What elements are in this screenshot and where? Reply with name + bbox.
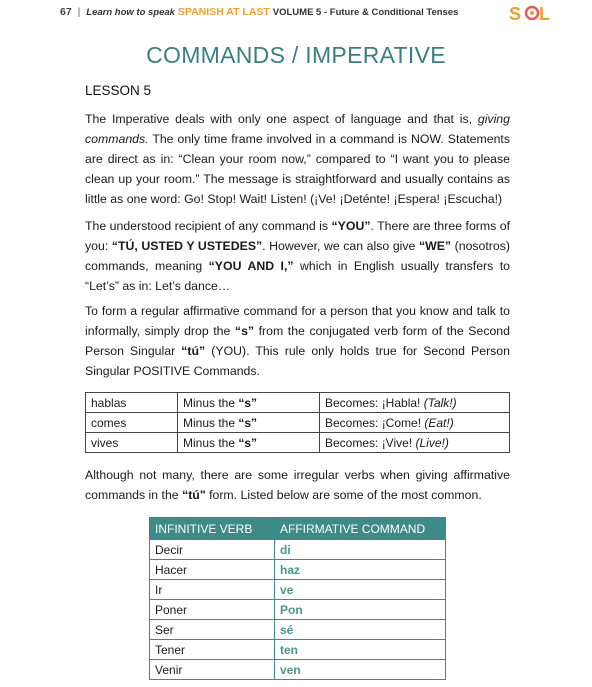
- recipient-paragraph: The understood recipient of any command is “YOU”. There are three forms of you: “TÚ, USTED Y USTEDES”. However, we can also give “WE” (nosotros) commands, meaning “YOU AND I,” which in English usually transfers to “Let’s” as in: Let’s dance…: [85, 219, 511, 293]
- table-row: [150, 580, 446, 600]
- verb-cell: Decir: [150, 540, 275, 560]
- intro-paragraph: The Imperative deals with only one aspect of language and that is, giving commands. The only time frame involved in a command is NOW. Statements are direct as in: “Clean your room now,” compared to “I want you to please clean up your room.” The message is straightforward and usually contains as little as one word: Go! Stop! Wait! Listen! (¡Ve! ¡Deténte! ¡Espera! ¡Escucha!): [85, 112, 510, 206]
- verb-cell: Venir: [150, 660, 275, 680]
- irregular-paragraph: Although not many, there are some irregular verbs when giving affirmative commands in the “tú" form. Listed below are some of the most common.: [85, 468, 510, 502]
- command-cell: ten: [275, 640, 446, 660]
- svg-text:S: S: [509, 4, 522, 24]
- table-header-row: [150, 518, 446, 540]
- regular-command-table: [85, 392, 510, 453]
- command-cell: sé: [275, 620, 446, 640]
- table-row: [150, 600, 446, 620]
- column-header: AFFIRMATIVE COMMAND: [275, 518, 446, 540]
- table-row: [150, 660, 446, 680]
- command-cell: ven: [275, 660, 446, 680]
- sol-logo-icon: [507, 0, 551, 26]
- command-cell: ve: [275, 580, 446, 600]
- verb-cell: vives: [86, 433, 178, 453]
- command-cell: Pon: [275, 600, 446, 620]
- column-header: INFINITIVE VERB: [150, 518, 275, 540]
- irregular-command-table: [149, 517, 446, 680]
- table-row: [150, 540, 446, 560]
- verb-cell: Poner: [150, 600, 275, 620]
- table-row: [86, 393, 510, 413]
- verb-cell: hablas: [86, 393, 178, 413]
- result-cell: Becomes: ¡Vive! (Live!): [320, 433, 510, 453]
- table-row: [86, 433, 510, 453]
- verb-cell: comes: [86, 413, 178, 433]
- brand-label: SPANISH AT LAST: [177, 6, 270, 18]
- rule-cell: Minus the “s”: [178, 433, 320, 453]
- series-label: Learn how to speak: [86, 7, 175, 18]
- result-cell: Becomes: ¡Come! (Eat!): [320, 413, 510, 433]
- rule-paragraph: To form a regular affirmative command for a person that you know and talk to informally, simply drop the “s” from the conjugated verb form of the Second Person Singular “tú” (YOU). This rule only holds true for Second Person Singular POSITIVE Commands.: [85, 304, 510, 378]
- svg-text:L: L: [539, 4, 550, 24]
- command-cell: haz: [275, 560, 446, 580]
- running-header: [60, 6, 540, 22]
- verb-cell: Tener: [150, 640, 275, 660]
- table-row: [150, 560, 446, 580]
- verb-cell: Ser: [150, 620, 275, 640]
- table-row: [150, 620, 446, 640]
- header-separator: |: [77, 6, 81, 18]
- verb-cell: Hacer: [150, 560, 275, 580]
- page-number: 67: [60, 6, 72, 18]
- result-cell: Becomes: ¡Habla! (Talk!): [320, 393, 510, 413]
- rule-cell: Minus the “s”: [178, 413, 320, 433]
- table-row: [150, 640, 446, 660]
- rule-cell: Minus the “s”: [178, 393, 320, 413]
- lesson-heading: LESSON 5: [85, 83, 152, 98]
- verb-cell: Ir: [150, 580, 275, 600]
- command-cell: di: [275, 540, 446, 560]
- table-row: [86, 413, 510, 433]
- page-title: COMMANDS / IMPERATIVE: [146, 42, 446, 68]
- volume-label: VOLUME 5 - Future & Conditional Tenses: [272, 7, 459, 18]
